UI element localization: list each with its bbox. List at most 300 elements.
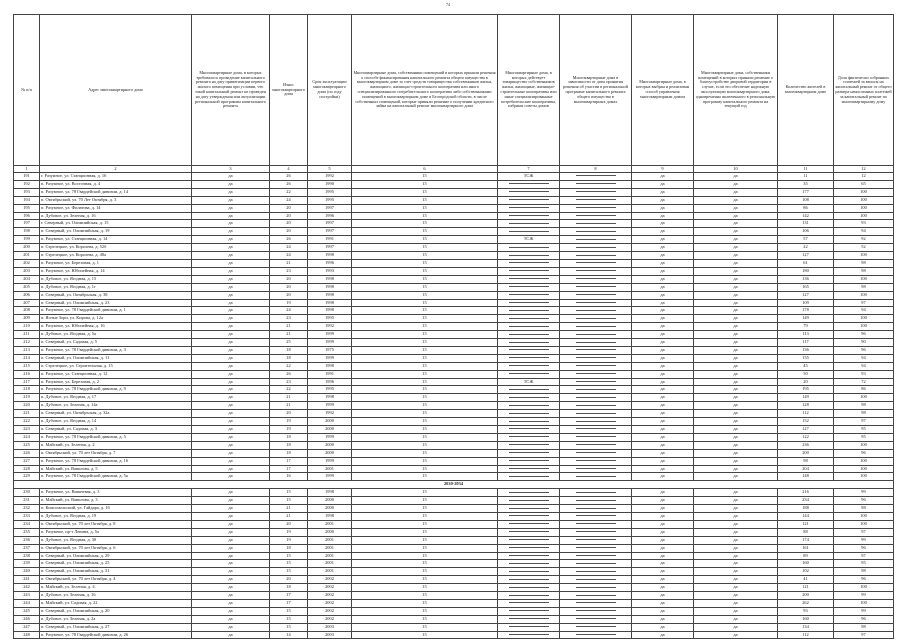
column-header: № п/п [14, 15, 40, 166]
cell-text: да [228, 418, 233, 424]
cell-text: 100 [860, 291, 867, 297]
cell-text: да [228, 410, 233, 416]
table-row [14, 362, 894, 370]
table-cell [834, 339, 894, 347]
cell-text: да [660, 323, 665, 329]
cell-text: 15 [422, 441, 427, 447]
table-cell [40, 394, 192, 402]
table-cell [308, 552, 352, 560]
table-cell [632, 505, 694, 513]
cell-text: да [733, 307, 738, 313]
table-cell [270, 188, 308, 196]
table-cell [498, 307, 560, 315]
cell-text: 222 [23, 418, 30, 424]
cell-text: да [228, 520, 233, 526]
dash-line [509, 610, 549, 611]
cell-text: 22 [286, 188, 291, 194]
table-cell [632, 173, 694, 181]
cell-text: 234 [23, 520, 30, 526]
table-cell [778, 489, 834, 497]
table-cell [192, 228, 270, 236]
cell-text: 237 [23, 544, 30, 550]
cell-text: 97 [861, 299, 866, 305]
table-cell [560, 386, 632, 394]
cell-text: да [733, 259, 738, 265]
cell-text: п. Комсомольский, ул. Гайдара, д. 1б [41, 505, 110, 511]
cell-text: 1996 [325, 378, 334, 384]
dash-line [576, 326, 616, 327]
table-cell [352, 283, 498, 291]
table-row [14, 576, 894, 584]
cell-text: 100 [860, 315, 867, 321]
table-cell [694, 378, 778, 386]
cell-text: 41 [803, 576, 808, 582]
dash-line [576, 476, 616, 477]
dash-line [509, 278, 549, 279]
cell-text: 238 [23, 552, 30, 558]
table-cell [498, 228, 560, 236]
table-cell [40, 584, 192, 592]
cell-text: 108 [802, 196, 809, 202]
cell-text: п. Северный, ул. Садовая, д. 5 [41, 339, 98, 345]
cell-text: 22 [286, 362, 291, 368]
table-cell [40, 354, 192, 362]
table-cell [834, 512, 894, 520]
table-cell [270, 584, 308, 592]
cell-text: да [228, 473, 233, 479]
cell-text: 1998 [325, 291, 334, 297]
table-cell [308, 520, 352, 528]
table-cell [632, 433, 694, 441]
table-cell [308, 299, 352, 307]
cell-text: 1996 [325, 212, 334, 218]
table-row [14, 204, 894, 212]
cell-text: 100 [860, 204, 867, 210]
cell-text: да [660, 244, 665, 250]
table-cell [192, 465, 270, 473]
cell-text: 15 [422, 449, 427, 455]
cell-text: да [733, 576, 738, 582]
table-cell [498, 592, 560, 600]
cell-text: 93 [803, 607, 808, 613]
table-cell [632, 560, 694, 568]
table-cell [778, 180, 834, 188]
cell-text: 15 [422, 339, 427, 345]
table-cell [834, 560, 894, 568]
cell-text: да [660, 220, 665, 226]
cell-text: да [660, 275, 665, 281]
cell-text: 1997 [325, 244, 334, 250]
cell-text: 98 [861, 267, 866, 273]
table-cell [192, 497, 270, 505]
cell-text: 192 [23, 180, 30, 186]
dash-line [576, 365, 616, 366]
table-cell [694, 346, 778, 354]
table-cell [192, 220, 270, 228]
table-cell [270, 220, 308, 228]
table-cell [498, 173, 560, 181]
table-cell [40, 418, 192, 426]
table-cell [270, 607, 308, 615]
table-cell [778, 236, 834, 244]
table-cell [14, 489, 40, 497]
dash-line [509, 555, 549, 556]
dash-line [576, 626, 616, 627]
dash-line [576, 357, 616, 358]
table-cell [352, 410, 498, 418]
table-cell [694, 252, 778, 260]
table-cell [308, 426, 352, 434]
cell-text: да [733, 386, 738, 392]
cell-text: 19 [286, 528, 291, 534]
table-cell [778, 252, 834, 260]
table-cell [834, 489, 894, 497]
table-cell [14, 568, 40, 576]
table-cell [40, 188, 192, 196]
table-cell [560, 489, 632, 497]
dash-line [576, 278, 616, 279]
table-cell [308, 386, 352, 394]
cell-text: да [660, 465, 665, 471]
cell-text: 22 [286, 386, 291, 392]
cell-text: 1997 [325, 220, 334, 226]
cell-text: 20 [286, 410, 291, 416]
table-cell [694, 584, 778, 592]
table-cell [834, 576, 894, 584]
cell-text: 18 [286, 449, 291, 455]
cell-text: 178 [802, 307, 809, 313]
table-cell [694, 465, 778, 473]
cell-text: 2000 [325, 505, 334, 511]
cell-text: 212 [23, 339, 30, 345]
cell-text: 215 [23, 362, 30, 368]
table-cell [778, 220, 834, 228]
cell-text: 112 [802, 631, 809, 637]
table-cell [834, 599, 894, 607]
cell-text: п. Северный, ул. Олимпийская, д. 23 [41, 299, 110, 305]
column-number: 7 [498, 166, 560, 173]
table-cell [498, 576, 560, 584]
dash-line [576, 207, 616, 208]
table-row [14, 473, 894, 481]
cell-text: 100 [860, 275, 867, 281]
dash-line [509, 452, 549, 453]
table-cell [632, 536, 694, 544]
cell-text: 99 [861, 536, 866, 542]
table-cell [40, 631, 192, 639]
table-cell [14, 386, 40, 394]
cell-text: да [228, 394, 233, 400]
table-cell [14, 267, 40, 275]
table-cell [352, 457, 498, 465]
cell-text: 20 [286, 275, 291, 281]
cell-text: 99 [861, 489, 866, 495]
table-cell [778, 584, 834, 592]
cell-text: да [660, 173, 665, 178]
dash-line [576, 270, 616, 271]
table-cell [270, 520, 308, 528]
table-cell [632, 489, 694, 497]
cell-text: 211 [23, 331, 30, 337]
dash-line [509, 413, 549, 414]
table-cell [834, 180, 894, 188]
table-cell [308, 346, 352, 354]
cell-text: 95 [861, 560, 866, 566]
cell-text: 89 [803, 552, 808, 558]
table-cell [352, 489, 498, 497]
table-cell [270, 323, 308, 331]
table-cell [40, 196, 192, 204]
table-cell [352, 552, 498, 560]
dash-line [509, 223, 549, 224]
table-cell [694, 544, 778, 552]
table-cell [270, 441, 308, 449]
dash-line [509, 334, 549, 335]
cell-text: да [733, 339, 738, 345]
cell-text: 2001 [325, 568, 334, 574]
cell-text: 15 [422, 386, 427, 392]
table-cell [14, 410, 40, 418]
column-number: 11 [778, 166, 834, 173]
table-cell [498, 544, 560, 552]
table-cell [560, 228, 632, 236]
cell-text: 149 [802, 394, 809, 400]
table-cell [352, 592, 498, 600]
table-cell [40, 465, 192, 473]
table-cell [778, 520, 834, 528]
cell-text: да [228, 560, 233, 566]
table-cell [778, 259, 834, 267]
table-cell [14, 354, 40, 362]
table-cell [694, 236, 778, 244]
cell-text: 22 [803, 244, 808, 250]
cell-text: да [228, 544, 233, 550]
cell-text: да [733, 457, 738, 463]
cell-text: 72 [861, 378, 866, 384]
cell-text: 15 [422, 188, 427, 194]
cell-text: да [228, 426, 233, 431]
table-cell [308, 592, 352, 600]
cell-text: п. Разумное, ул. Березовая, д. 2 [41, 378, 99, 384]
cell-text: п. Северный, ул. Олимпийская, д. 11 [41, 354, 110, 360]
table-cell [308, 465, 352, 473]
table-row [14, 386, 894, 394]
cell-text: п. Октябрьский, ул. 70 лет Октября, д. 7 [41, 449, 116, 455]
table-cell [560, 196, 632, 204]
table-cell [694, 592, 778, 600]
table-cell [308, 220, 352, 228]
table-cell [694, 267, 778, 275]
table-cell [834, 449, 894, 457]
cell-text: 200 [802, 449, 809, 455]
table-cell [778, 291, 834, 299]
table-cell [40, 449, 192, 457]
cell-text: 15 [422, 299, 427, 305]
table-cell [834, 402, 894, 410]
cell-text: 188 [802, 505, 809, 511]
table-cell [778, 568, 834, 576]
table-cell [14, 544, 40, 552]
cell-text: п. Разумное, пр-т Ленина, д. 5а [41, 528, 99, 534]
cell-text: да [660, 497, 665, 503]
cell-text: 206 [23, 291, 30, 297]
cell-text: да [660, 520, 665, 526]
dash-line [509, 626, 549, 627]
dash-line [509, 595, 549, 596]
table-cell [270, 528, 308, 536]
cell-text: 127 [802, 291, 809, 297]
cell-text: 19 [286, 426, 291, 431]
cell-text: п. Разумное, ул. Юбилейная, д. 16 [41, 323, 105, 329]
column-number-row [14, 166, 894, 173]
table-cell [778, 299, 834, 307]
table-cell [14, 220, 40, 228]
table-cell [192, 346, 270, 354]
table-cell [498, 560, 560, 568]
table-cell [694, 212, 778, 220]
dash-line [509, 342, 549, 343]
table-cell [560, 299, 632, 307]
dash-line [509, 191, 549, 192]
table-cell [308, 433, 352, 441]
dash-line [576, 436, 616, 437]
table-cell [632, 418, 694, 426]
cell-text: 1999 [325, 339, 334, 345]
dash-line [576, 563, 616, 564]
column-number: 9 [632, 166, 694, 173]
table-cell [270, 568, 308, 576]
cell-text: 122 [802, 433, 809, 439]
cell-text: 15 [286, 497, 291, 503]
cell-text: 15 [422, 196, 427, 202]
table-cell [778, 505, 834, 513]
table-row [14, 331, 894, 339]
table-cell [498, 394, 560, 402]
dash-line [509, 294, 549, 295]
cell-text: п. Разумное, ул. 78 Гвардейской дивизии, д. 26 [41, 631, 129, 637]
table-cell [632, 607, 694, 615]
table-cell [40, 315, 192, 323]
cell-text: 26 [286, 173, 291, 178]
cell-text: п. Разумное, ул. 78 Гвардейской дивизии, д. 5 [41, 433, 126, 439]
table-cell [14, 592, 40, 600]
table-cell [308, 607, 352, 615]
cell-text: 15 [422, 315, 427, 321]
table-cell [632, 307, 694, 315]
table-cell [834, 267, 894, 275]
table-cell [778, 204, 834, 212]
cell-text: 243 [23, 592, 30, 598]
table-cell [498, 291, 560, 299]
table-cell [308, 339, 352, 347]
table-cell [778, 307, 834, 315]
table-cell [778, 544, 834, 552]
dash-line [509, 547, 549, 548]
table-row [14, 275, 894, 283]
table-cell [40, 512, 192, 520]
cell-text: 45 [803, 362, 808, 368]
cell-text: да [228, 576, 233, 582]
dash-line [576, 405, 616, 406]
cell-text: 18 [286, 584, 291, 590]
cell-text: да [228, 615, 233, 621]
cell-text: 15 [286, 615, 291, 621]
table-cell [834, 623, 894, 631]
cell-text: 136 [802, 346, 809, 352]
table-cell [14, 307, 40, 315]
table-cell [308, 410, 352, 418]
table-cell [352, 370, 498, 378]
cell-text: 174 [802, 536, 809, 542]
dash-line [576, 262, 616, 263]
cell-text: 15 [286, 607, 291, 613]
cell-text: да [733, 623, 738, 629]
table-cell [14, 497, 40, 505]
column-header: Многоквартирные дома, в которых выбран и реализован способ управления многоквартирным домом [632, 15, 694, 166]
table-cell [498, 204, 560, 212]
table-cell [308, 354, 352, 362]
cell-text: да [228, 599, 233, 605]
table-cell [14, 204, 40, 212]
cell-text: да [660, 528, 665, 534]
cell-text: п. Ясные Зори, ул. Кирова, д. 12а [41, 315, 103, 321]
table-cell [778, 418, 834, 426]
cell-text: да [733, 252, 738, 258]
cell-text: да [228, 339, 233, 345]
dash-line [576, 373, 616, 374]
table-cell [498, 180, 560, 188]
cell-text: п. Разумное, ул. Станционная, д. 12 [41, 370, 108, 376]
table-cell [192, 394, 270, 402]
table-cell [778, 378, 834, 386]
table-row [14, 228, 894, 236]
dash-line [576, 199, 616, 200]
cell-text: да [228, 402, 233, 408]
table-cell [694, 520, 778, 528]
table-cell [352, 275, 498, 283]
table-cell [560, 267, 632, 275]
table-row [14, 457, 894, 465]
cell-text: 24 [286, 307, 291, 313]
table-cell [352, 505, 498, 513]
cell-text: да [228, 623, 233, 629]
table-cell [192, 252, 270, 260]
table-cell [778, 473, 834, 481]
cell-text: 193 [23, 188, 30, 194]
cell-text: 15 [422, 346, 427, 352]
table-cell [560, 180, 632, 188]
cell-text: п. Разумное, ул. Восточная, д. 4 [41, 180, 101, 186]
table-cell [632, 378, 694, 386]
cell-text: 160 [802, 560, 809, 566]
cell-text: 230 [23, 489, 30, 495]
cell-text: да [660, 631, 665, 637]
table-cell [40, 228, 192, 236]
cell-text: 161 [802, 544, 809, 550]
table-cell [632, 386, 694, 394]
table-cell [308, 188, 352, 196]
cell-text: 205 [23, 283, 30, 289]
table-cell [270, 410, 308, 418]
table-row [14, 354, 894, 362]
table-cell [352, 615, 498, 623]
dash-line [509, 618, 549, 619]
cell-text: 2001 [325, 465, 334, 471]
table-cell [352, 346, 498, 354]
cell-text: да [228, 180, 233, 186]
cell-text: да [228, 370, 233, 376]
table-cell [632, 402, 694, 410]
